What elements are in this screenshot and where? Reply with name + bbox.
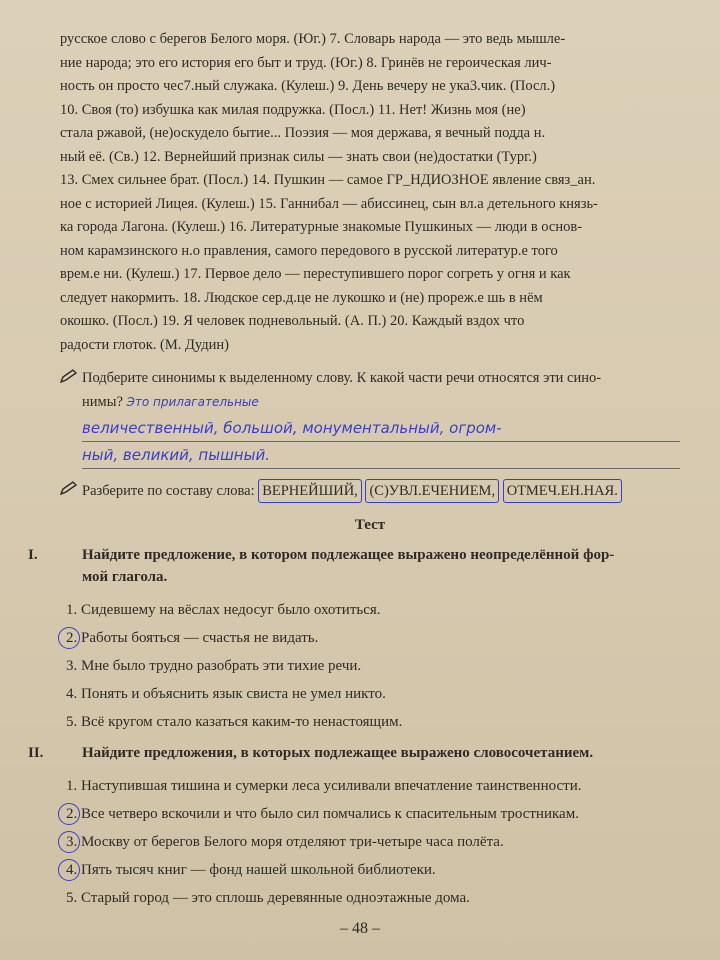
answer-option-selected: 4. Пять тысяч книг — фонд нашей школьной библиотеки.	[66, 856, 680, 884]
question-2-options	[66, 772, 680, 912]
answer-option: 5. Старый город — это сплошь деревянные одноэтажные дома.	[66, 890, 470, 906]
question-text: Найдите предложение, в котором подлежащее выражено неопределённой фор-	[82, 547, 615, 563]
test-title: Тест	[354, 517, 386, 533]
text-line: следует накормить. 18. Людское сер.д.це не лукошко и (не) прореж.е шь в нём	[60, 289, 543, 306]
text-line: русское слово с берегов Белого моря. (Юг.) 7. Словарь народа — это ведь мышле-	[60, 31, 566, 47]
answer-option: 4. Понять и объяснить язык свиста не умел никто.	[66, 686, 386, 702]
question-2	[28, 742, 680, 764]
handwritten-answer-line: величественный, большой, монументальный, огром-	[82, 415, 680, 442]
answer-circle-icon	[58, 627, 80, 649]
answer-option: 5. Всё кругом стало казаться каким-то ненастоящим.	[66, 714, 403, 730]
page-number: – 48 –	[340, 920, 380, 937]
answer-option-selected: 3. Москву от берегов Белого моря отделяют три-четыре часа полёта.	[66, 828, 680, 856]
text-line: радости глоток. (М. Дудин)	[60, 336, 229, 353]
text-line: ный её. (Св.) 12. Вернейший признак силы — знать свои (не)достатки (Тург.)	[60, 148, 537, 165]
question-number: II.	[28, 745, 44, 761]
handwritten-note: Это прилагательные	[126, 395, 259, 409]
pencil-icon	[60, 369, 78, 383]
answer-option: 1. Сидевшему на вёслах недосуг было охотиться.	[66, 602, 381, 618]
task-morphemes	[60, 479, 680, 503]
answer-circle-icon	[58, 831, 80, 853]
answer-option-selected: 2. Работы бояться — счастья не видать.	[66, 624, 680, 652]
text-line: стала ржавой, (не)оскудело бытие... Поэзия — моя держава, я вечный подда н.	[60, 125, 546, 141]
task-prompt: Подберите синонимы к выделенному слову. К какой части речи относятся эти сино-	[82, 370, 602, 386]
task-prompt: Разберите по составу слова:	[82, 483, 255, 499]
answer-option: 3. Мне было трудно разобрать эти тихие речи.	[66, 658, 362, 674]
task-prompt-cont: нимы?	[82, 394, 123, 410]
parsed-word: ОТМЕЧ.ЕН.НАЯ.	[503, 479, 622, 503]
exercise-text	[60, 28, 680, 357]
text-line: ние народа; это его история его быт и труд. (Юг.) 8. Гринёв не героическая лич-	[60, 54, 552, 71]
text-line: окошко. (Посл.) 19. Я человек подневольный. (А. П.) 20. Каждый вздох что	[60, 313, 525, 329]
parsed-word: (С)УВЛ.ЕЧЕНИЕМ,	[365, 479, 499, 503]
task-synonyms	[60, 367, 680, 469]
text-line: ка города Лагона. (Кулеш.) 16. Литературные знакомые Пушкиных — люди в основ-	[60, 219, 583, 235]
parsed-word: ВЕРНЕЙШИЙ,	[258, 479, 362, 503]
text-line: 10. Своя (то) избушка как милая подружка. (Посл.) 11. Нет! Жизнь моя (не)	[60, 101, 526, 118]
question-number: I.	[28, 547, 38, 563]
pencil-icon	[60, 481, 78, 495]
text-line: ное с историей Лицея. (Кулеш.) 15. Ганнибал — абиссинец, сын вл.а детельного князь-	[60, 195, 598, 212]
question-text: Найдите предложения, в которых подлежащее выражено словосочетанием.	[82, 745, 594, 761]
answer-circle-icon	[58, 803, 80, 825]
answer-circle-icon	[58, 859, 80, 881]
handwritten-answer-line: ный, великий, пышный.	[82, 442, 680, 469]
answer-option-selected: 2. Все четверо вскочили и что было сил помчались к спасительным тростникам.	[66, 800, 680, 828]
text-line: врем.е ни. (Кулеш.) 17. Первое дело — переступившего порог согреть у огня и как	[60, 266, 571, 282]
text-line: ность он просто чес7.ный служака. (Кулеш.) 9. День вечеру не ука3.чик. (Посл.)	[60, 78, 556, 94]
question-1-options	[66, 596, 680, 736]
text-line: 13. Смех сильнее брат. (Посл.) 14. Пушкин — самое ГР_НДИОЗНОЕ явление связ_ан.	[60, 172, 596, 188]
question-1	[28, 544, 680, 588]
text-line: ном карамзинского н.о правления, самого передового в русской литератур.е того	[60, 242, 558, 259]
question-text-cont: мой глагола.	[82, 569, 168, 585]
answer-option: 1. Наступившая тишина и сумерки леса усиливали впечатление таинственности.	[66, 778, 582, 794]
